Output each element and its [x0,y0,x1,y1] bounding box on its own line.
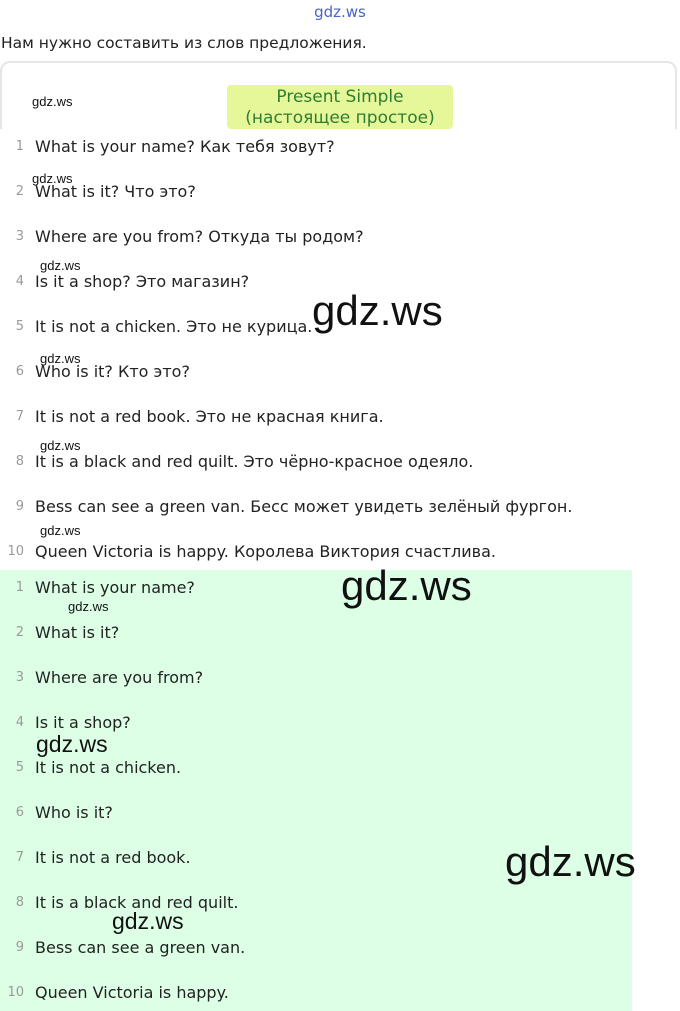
item-text: Queen Victoria is happy. [35,983,229,1002]
intro-text: Нам нужно составить из слов предложения. [1,34,367,52]
watermark: gdz.ws [32,171,73,186]
item-number: 1 [15,139,24,154]
item-text: It is a black and red quilt. Это чёрно-красное одеяло. [35,452,474,471]
tense-badge [227,85,453,129]
item-text: It is not a red book. [35,848,191,867]
item-number: 9 [15,940,24,955]
item-text: Who is it? [35,803,113,822]
item-text: Is it a shop? [35,713,131,732]
watermark: gdz.ws [341,562,472,609]
item-number: 9 [15,499,24,514]
item-number: 10 [7,985,24,1000]
questions-section [0,129,680,570]
watermark: gdz.ws [112,908,184,934]
item-number: 10 [7,544,24,559]
item-text: Bess can see a green van. [35,938,246,957]
item-text: Who is it? Кто это? [35,362,190,381]
item-number: 5 [15,760,24,775]
answers-section [0,570,632,1011]
item-number: 7 [15,850,24,865]
item-number: 2 [15,625,24,640]
watermark: gdz.ws [68,599,109,614]
item-text: It is a black and red quilt. [35,893,239,912]
item-number: 4 [15,715,24,730]
item-number: 8 [15,454,24,469]
watermark: gdz.ws [32,94,73,109]
watermark: gdz.ws [312,287,443,334]
item-number: 8 [15,895,24,910]
item-text: Queen Victoria is happy. Королева Виктория счастлива. [35,542,496,561]
watermark: gdz.ws [40,523,81,538]
item-number: 7 [15,409,24,424]
site-logo[interactable]: gdz.ws [314,3,366,21]
tense-badge-subtitle: (настоящее простое) [245,108,435,128]
tense-badge-title: Present Simple [276,87,404,107]
item-number: 2 [15,184,24,199]
watermark: gdz.ws [505,838,636,885]
item-text: It is not a chicken. [35,758,182,777]
item-text: Bess can see a green van. Бесс может увидеть зелёный фургон. [35,497,573,516]
watermark: gdz.ws [40,351,81,366]
item-text: Where are you from? Откуда ты родом? [35,227,364,246]
item-number: 6 [15,805,24,820]
item-text: What is your name? Как тебя зовут? [35,137,335,156]
item-number: 5 [15,319,24,334]
item-number: 4 [15,274,24,289]
item-text: It is not a chicken. Это не курица. [35,317,313,336]
item-number: 6 [15,364,24,379]
item-number: 3 [15,670,24,685]
item-text: Where are you from? [35,668,204,687]
item-text: What is it? Что это? [35,182,196,201]
item-number: 3 [15,229,24,244]
watermark: gdz.ws [40,438,81,453]
watermark: gdz.ws [36,731,108,757]
item-number: 1 [15,580,24,595]
item-text: It is not a red book. Это не красная книга. [35,407,384,426]
item-text: Is it a shop? Это магазин? [35,272,250,291]
item-text: What is your name? [35,578,195,597]
watermark: gdz.ws [40,258,81,273]
item-text: What is it? [35,623,120,642]
